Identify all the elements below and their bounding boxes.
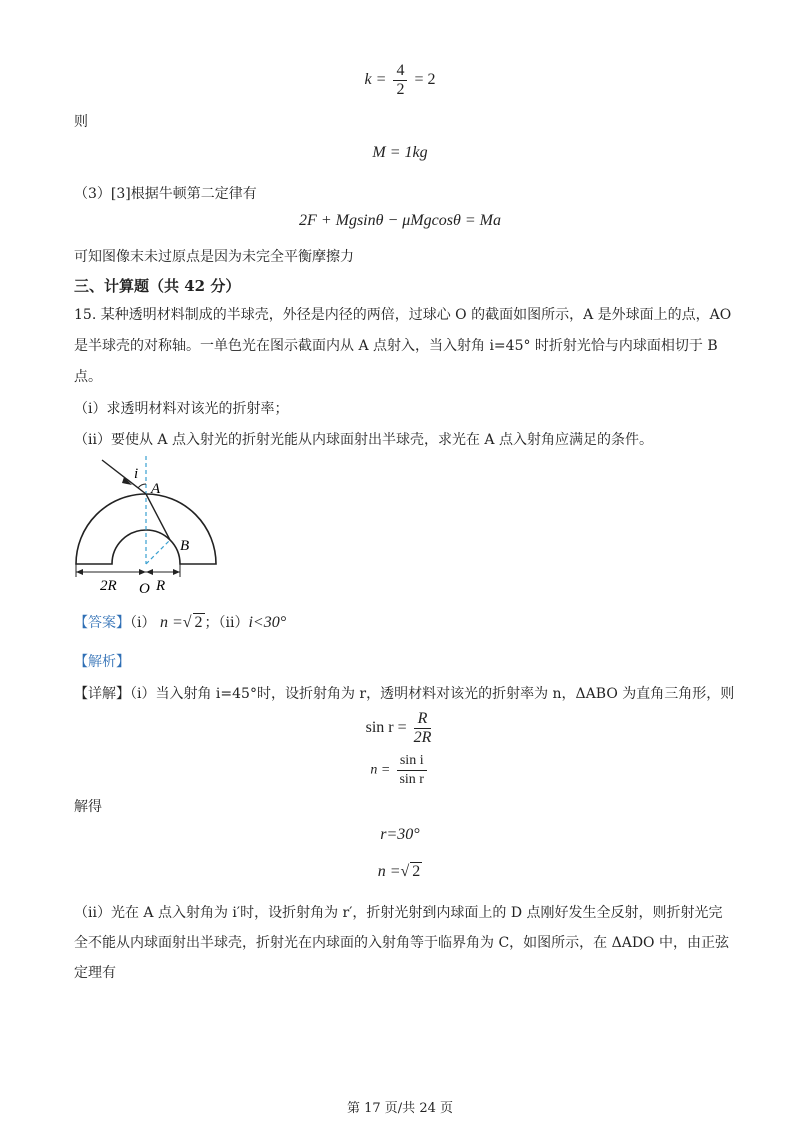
part2-line-3: 定理有 xyxy=(74,965,116,981)
question-1: （i）求透明材料对该光的折射率； xyxy=(74,401,289,417)
problem-line-1: 15. 某种透明材料制成的半球壳，外径是内径的两倍，过球心 O 的截面如图所示，A 是外球面上的点，AO xyxy=(74,307,732,323)
conclusion-text: 可知图像末未过原点是因为未完全平衡摩擦力 xyxy=(74,249,354,265)
equation-M: M = 1kg xyxy=(372,144,428,161)
then-text-1: 则 xyxy=(74,114,88,130)
r-result: r=30° xyxy=(380,826,420,843)
radius-OB xyxy=(146,540,170,564)
equation-newton: 2F + Mgsinθ − μMgcosθ = Ma xyxy=(299,212,501,229)
hemisphere-shell-figure xyxy=(60,452,235,597)
problem-line-2: 是半球壳的对称轴。一单色光在图示截面内从 A 点射入，当入射角 i=45° 时折射光恰与内球面相切于 B xyxy=(74,338,718,354)
angle-arc xyxy=(138,484,146,488)
part2-line-2: 全不能从内球面射出半球壳，折射光在内球面的入射角等于临界角为 C，如图所示，在 ΔADO 中，由正弦 xyxy=(74,935,729,951)
label-R: R xyxy=(156,578,166,594)
n-result: n =√ 2 xyxy=(377,863,421,880)
detail-line: 【详解】（i）当入射角 i=45°时，设折射角为 r，透明材料对该光的折射率为 n，ΔABO 为直角三角形，则 xyxy=(74,686,735,702)
answer-line: 【答案】（i） n =√ 2 ；（ii）i<30° xyxy=(74,614,287,631)
section-heading: 三、计算题（共 42 分） xyxy=(74,277,241,295)
part3-intro: （3）[3]根据牛顿第二定律有 xyxy=(74,186,257,202)
label-A: A xyxy=(151,481,161,497)
label-B: B xyxy=(180,538,190,554)
analysis-tag: 【解析】 xyxy=(74,654,130,670)
page-footer: 第 17 页/共 24 页 xyxy=(347,1101,453,1116)
refracted-ray xyxy=(146,494,170,540)
equation-k: k = $\frac{4}{2}$ = 2 xyxy=(364,62,436,98)
label-2R: 2R xyxy=(100,578,117,594)
equation-sinr: sin r = $\frac{R}{2R}$ xyxy=(365,710,432,746)
label-O: O xyxy=(139,581,150,597)
part2-line-1: （ii）光在 A 点入射角为 i′时，设折射角为 r′，折射光射到内球面上的 D 点刚好发生全反射，则折射光完 xyxy=(74,905,723,921)
equation-n: n = $\frac{\text{sin i}}{\text{sin r}}$ xyxy=(0,752,800,789)
problem-line-3: 点。 xyxy=(74,369,102,385)
question-2: （ii）要使从 A 点入射光的折射光能从内球面射出半球壳，求光在 A 点入射角应满足的条件。 xyxy=(74,432,653,448)
solve-text: 解得 xyxy=(74,799,102,815)
label-i: i xyxy=(134,466,139,482)
incident-arrow xyxy=(122,477,132,485)
